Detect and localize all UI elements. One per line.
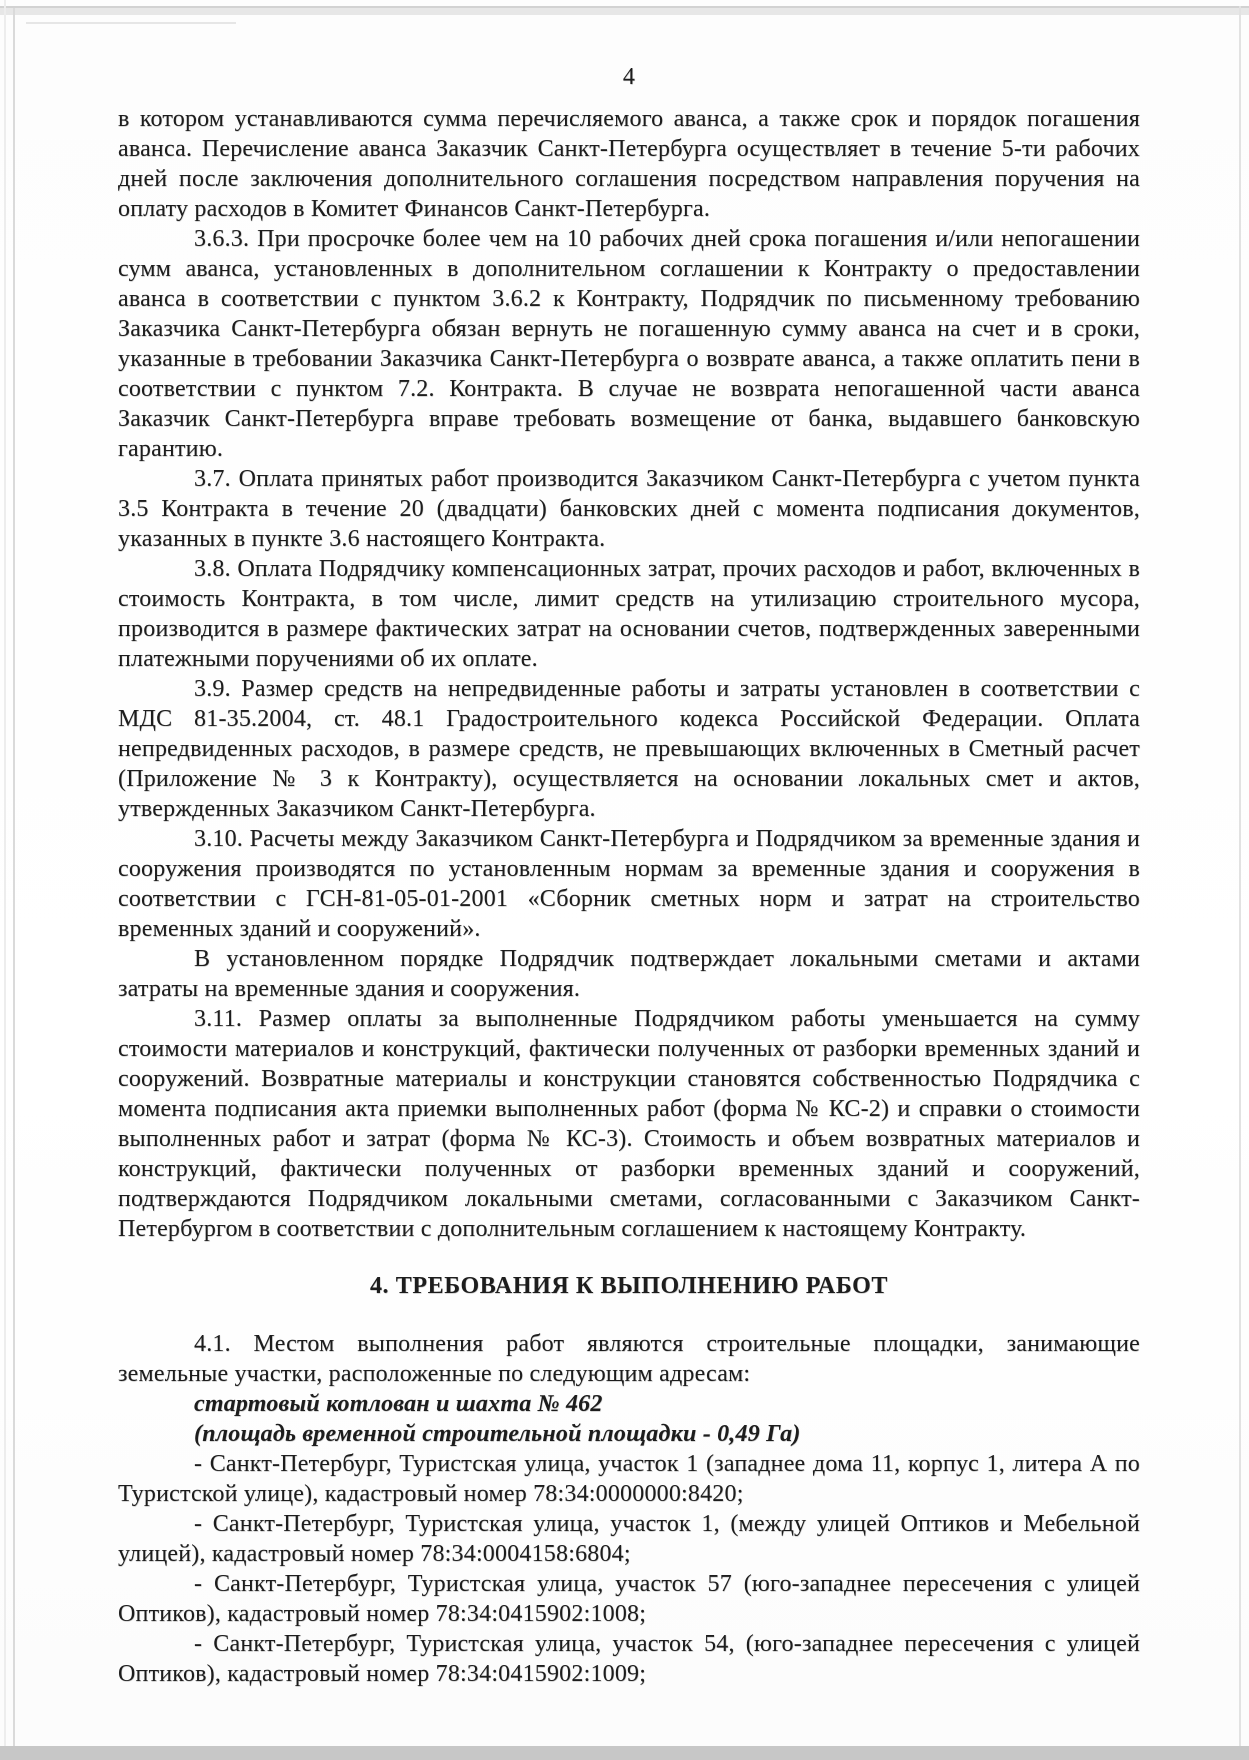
paragraph-3-6-3: 3.6.3. При просрочке более чем на 10 рабочих дней срока погашения и/или непогашении сумм аванса, установленных в дополнительном соглашении к Контракту о предоставлении аванса в соответствии с пунктом 3.6.2 к Контракту, Подрядчик по письменному требованию Заказчика Санкт-Петербурга обязан вернуть не погашенную сумму аванса на счет и в сроки, указанные в требовании Заказчика Санкт-Петербурга о возврате аванса, а также оплатить пени в соответствии с пунктом 7.2. Контракта. В случае не возврата непогашенной части аванса Заказчик Санкт-Петербурга вправе требовать возмещение от банка, выдавшего банковскую гарантию.: [118, 226, 1140, 462]
scan-edge-artifact-left-outer: [4, 0, 6, 1760]
address-item-4: - Санкт-Петербург, Туристская улица, участок 54, (юго-западнее пересечения с улицей Оптиков), кадастровый номер 78:34:0415902:1009;: [118, 1631, 1140, 1687]
address-item-2: - Санкт-Петербург, Туристская улица, участок 1, (между улицей Оптиков и Мебельной улицей), кадастровый номер 78:34:0004158:6804;: [118, 1511, 1140, 1567]
scan-edge-artifact-top-inner: [26, 22, 236, 24]
paragraph-continuation-advance-payment: в котором устанавливаются сумма перечисляемого аванса, а также срок и порядок погашения аванса. Перечисление аванса Заказчик Санкт-Петербурга осуществляет в течение 5-ти рабочих дней после заключения дополнительного соглашения посредством направления поручения на оплату расходов в Комитет Финансов Санкт-Петербурга.: [118, 106, 1140, 222]
paragraph-3-7: 3.7. Оплата принятых работ производится Заказчиком Санкт-Петербурга с учетом пункта 3.5 Контракта в течение 20 (двадцати) банковских дней с момента подписания документов, указанных в пункте 3.6 настоящего Контракта.: [118, 466, 1140, 552]
paragraph-3-11: 3.11. Размер оплаты за выполненные Подрядчиком работы уменьшается на сумму стоимости материалов и конструкций, фактически полученных от разборки временных зданий и сооружений. Возвратные материалы и конструкции становятся собственностью Подрядчика с момента подписания акта приемки выполненных работ (форма № КС-2) и справки о стоимости выполненных работ и затрат (форма № КС-3). Стоимость и объем возвратных материалов и конструкций, фактически полученных от разборки временных зданий и сооружений, подтверждаются Подрядчиком локальными сметами, согласованными с Заказчиком Санкт-Петербургом в соответствии с дополнительным соглашением к настоящему Контракту.: [118, 1006, 1140, 1242]
site-title-shaft-462: стартовый котлован и шахта № 462: [194, 1391, 603, 1417]
document-text-block: [118, 62, 1140, 1689]
page-number: 4: [622, 64, 636, 90]
scan-edge-artifact-top: [0, 6, 1249, 15]
section-heading-4: 4. ТРЕБОВАНИЯ К ВЫПОЛНЕНИЮ РАБОТ: [369, 1273, 889, 1299]
paragraph-temporary-buildings-confirmation: В установленном порядке Подрядчик подтверждает локальными сметами и актами затраты на временные здания и сооружения.: [118, 946, 1140, 1002]
scan-edge-artifact-left: [13, 8, 15, 1753]
address-item-1: - Санкт-Петербург, Туристская улица, участок 1 (западнее дома 11, корпус 1, литера А по Туристской улице), кадастровый номер 78:34:0000000:8420;: [118, 1451, 1140, 1507]
paragraph-3-8: 3.8. Оплата Подрядчику компенсационных затрат, прочих расходов и работ, включенных в стоимость Контракта, в том числе, лимит средств на утилизацию строительного мусора, производится в размере фактических затрат на основании счетов, подтвержденных заверенными платежными поручениями об их оплате.: [118, 556, 1140, 672]
paragraph-3-10: 3.10. Расчеты между Заказчиком Санкт-Петербурга и Подрядчиком за временные здания и сооружения производятся по установленным нормам за временные здания и сооружения в соответствии с ГСН-81-05-01-2001 «Сборник сметных норм и затрат на строительство временных зданий и сооружений».: [118, 826, 1140, 942]
address-item-3: - Санкт-Петербург, Туристская улица, участок 57 (юго-западнее пересечения с улицей Оптиков), кадастровый номер 78:34:0415902:1008;: [118, 1571, 1140, 1627]
scan-edge-artifact-bottom: [0, 1746, 1249, 1760]
paragraph-4-1: 4.1. Местом выполнения работ являются строительные площадки, занимающие земельные участки, расположенные по следующим адресам:: [118, 1331, 1140, 1387]
scan-edge-artifact-right: [1239, 6, 1241, 1751]
paragraph-3-9: 3.9. Размер средств на непредвиденные работы и затраты установлен в соответствии с МДС 81-35.2004, ст. 48.1 Градостроительного кодекса Российской Федерации. Оплата непредвиденных расходов, в размере средств, не превышающих включенных в Сметный расчет (Приложение № 3 к Контракту), осуществляется на основании локальных смет и актов, утвержденных Заказчиком Санкт-Петербурга.: [118, 676, 1140, 822]
site-area-note: (площадь временной строительной площадки - 0,49 Га): [194, 1421, 801, 1447]
